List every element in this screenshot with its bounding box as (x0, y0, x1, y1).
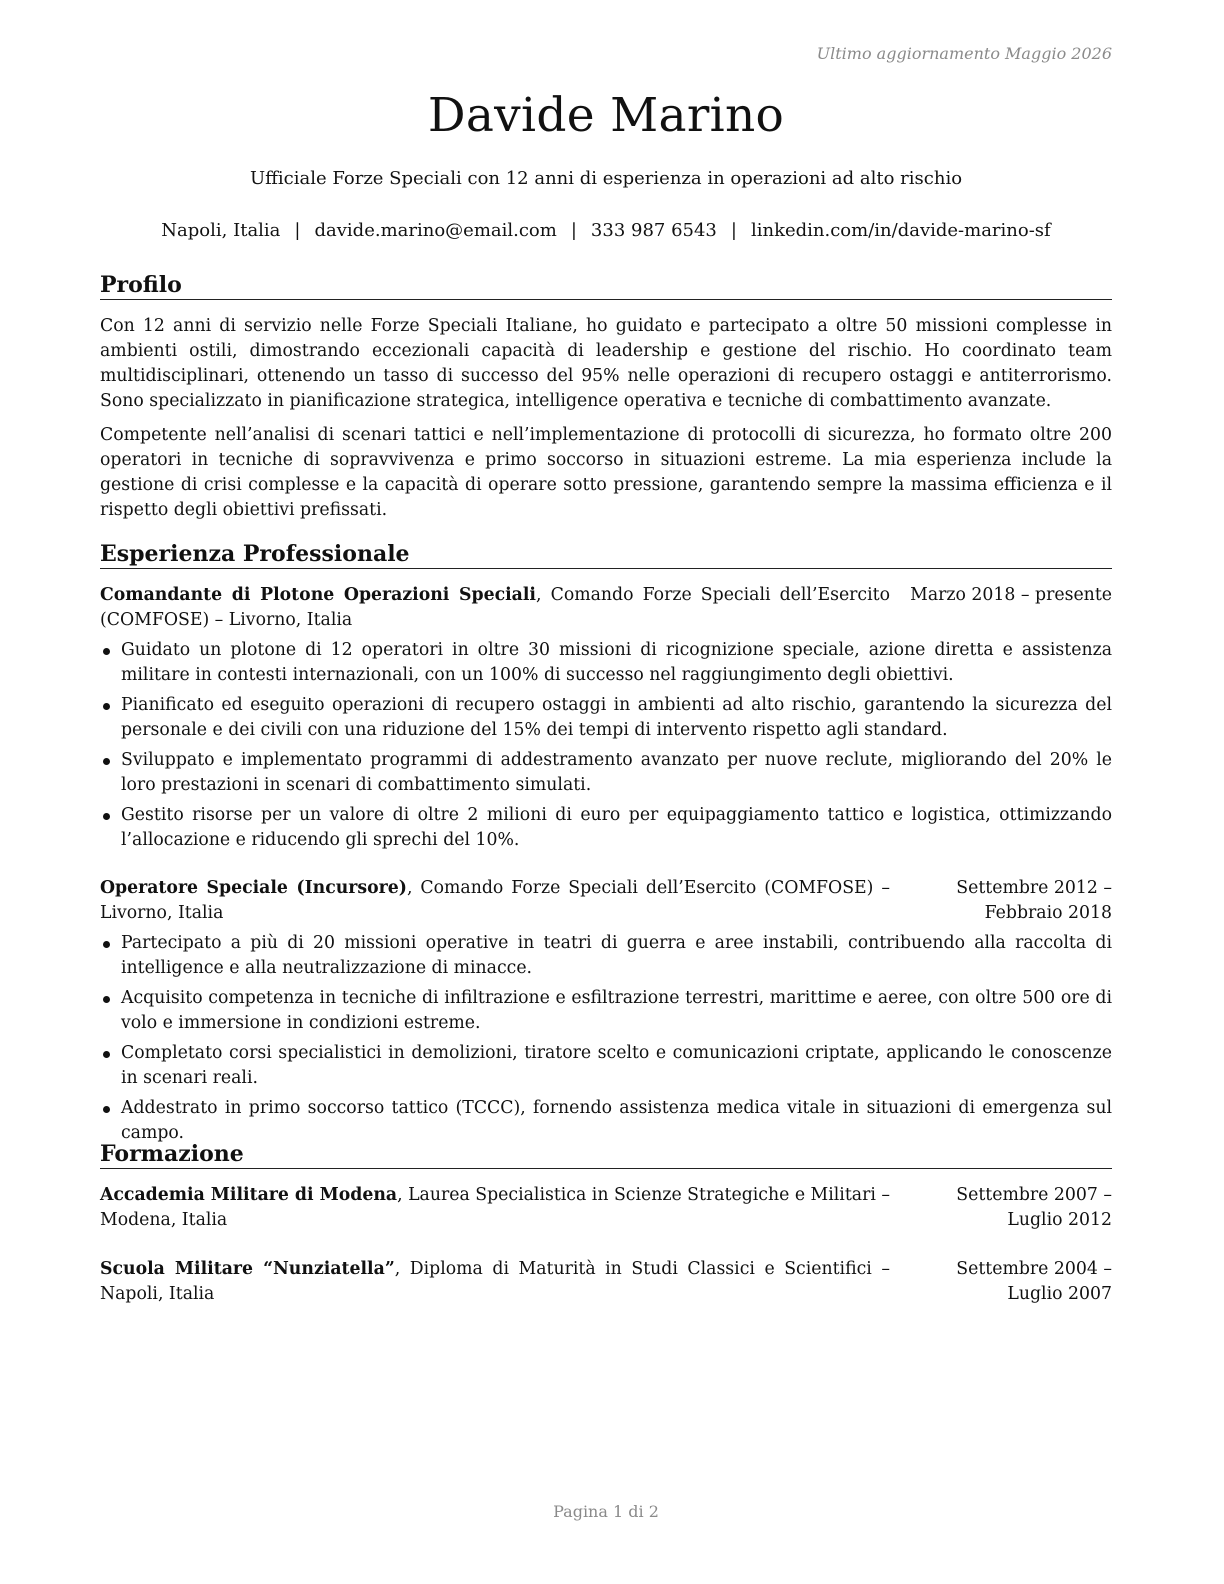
list-item: Addestrato in primo soccorso tattico (TCCC), fornendo assistenza medica vitale in situazioni di emergenza sul campo. (100, 1096, 1112, 1146)
education-school-line (100, 1257, 890, 1307)
education-dates: Settembre 2004 – Luglio 2007 (956, 1259, 1112, 1304)
list-item: Pianificato ed eseguito operazioni di recupero ostaggi in ambienti ad alto rischio, garantendo la sicurezza del personale e dei civili con una riduzione del 15% dei tempi di intervento rispetto agli standard. (100, 693, 1112, 743)
education-detail: , Diploma di Maturità in Studi Classici e Scientifici – Napoli, Italia (100, 1259, 890, 1304)
profile-paragraph-2: Competente nell’analisi di scenari tattici e nell’implementazione di protocolli di sicurezza, ho formato oltre 200 operatori in tecniche di sopravvivenza e primo soccorso in situazioni estreme. La mia esperienza include la gestione di crisi complesse e la capacità di operare sotto pressione, garantendo sempre la massima efficienza e il rispetto degli obiettivi prefissati. (100, 425, 1112, 520)
education-school-line (100, 1183, 890, 1233)
contact-linkedin[interactable]: linkedin.com/in/davide-marino-sf (750, 220, 1051, 241)
experience-org: , Comando Forze Speciali dell’Esercito (COMFOSE) – Livorno, Italia (100, 585, 890, 630)
experience-role: Comandante di Plotone Operazioni Speciali (100, 585, 536, 605)
list-item: Partecipato a più di 20 missioni operative in teatri di guerra e aree instabili, contribuendo alla raccolta di intelligence e alla neutralizzazione di minacce. (100, 931, 1112, 981)
education-entry-header (100, 1257, 1112, 1307)
education-entry-header (100, 1183, 1112, 1233)
experience-role: Operatore Speciale (Incursore) (100, 878, 407, 898)
list-item: Acquisito competenza in tecniche di infiltrazione e esfiltrazione terrestri, marittime e aeree, con oltre 500 ore di volo e immersione in condizioni estreme. (100, 986, 1112, 1036)
experience-org-line (100, 583, 890, 633)
contact-separator: | (730, 220, 737, 241)
experience-entry-header (100, 876, 1112, 926)
contact-separator: | (294, 220, 301, 241)
list-item: Gestito risorse per un valore di oltre 2 milioni di euro per equipaggiamento tattico e logistica, ottimizzando l’allocazione e riducendo gli sprechi del 10%. (100, 803, 1112, 853)
profile-paragraph-1: Con 12 anni di servizio nelle Forze Speciali Italiane, ho guidato e partecipato a oltre 50 missioni complesse in ambienti ostili, dimostrando eccezionali capacità di leadership e gestione del rischio. Ho coordinato team multidisciplinari, ottenendo un tasso di successo del 95% nelle operazioni di recupero ostaggi e antiterrorismo. Sono specializzato in pianificazione strategica, intelligence operativa e tecniche di combattimento avanzate. (100, 316, 1112, 411)
education-detail: , Laurea Specialistica in Scienze Strategiche e Militari – Modena, Italia (100, 1185, 890, 1230)
list-item: Guidato un plotone di 12 operatori in oltre 30 missioni di ricognizione speciale, azione diretta e assistenza militare in contesti internazionali, con un 100% di successo nel raggiungimento degli obiettivi. (100, 638, 1112, 688)
section-title-experience: Esperienza Professionale (100, 540, 1112, 569)
education-dates: Settembre 2007 – Luglio 2012 (956, 1185, 1112, 1230)
experience-dates: Settembre 2012 – Febbraio 2018 (956, 878, 1112, 923)
last-updated-note: Ultimo aggiornamento Maggio 2026 (816, 44, 1112, 63)
contact-phone: 333 987 6543 (590, 220, 717, 241)
education-school: Accademia Militare di Modena (100, 1185, 398, 1205)
experience-entry-header (100, 583, 1112, 633)
contact-separator: | (570, 220, 577, 241)
section-title-education: Formazione (100, 1140, 1112, 1169)
contact-location: Napoli, Italia (161, 220, 281, 241)
education-school: Scuola Militare “Nunziatella” (100, 1259, 395, 1279)
headline: Ufficiale Forze Speciali con 12 anni di esperienza in operazioni ad alto rischio (249, 168, 963, 189)
experience-bullets (100, 638, 1112, 858)
list-item: Sviluppato e implementato programmi di addestramento avanzato per nuove reclute, migliorando del 20% le loro prestazioni in scenari di combattimento simulati. (100, 748, 1112, 798)
experience-bullets (100, 931, 1112, 1151)
contact-email[interactable]: davide.marino@email.com (314, 220, 557, 241)
experience-org: , Comando Forze Speciali dell’Esercito (COMFOSE) – Livorno, Italia (100, 878, 890, 923)
candidate-name: Davide Marino (427, 88, 785, 143)
experience-dates: Marzo 2018 – presente (910, 585, 1112, 605)
list-item: Completato corsi specialistici in demolizioni, tiratore scelto e comunicazioni criptate, applicando le conoscenze in scenari reali. (100, 1041, 1112, 1091)
experience-org-line (100, 876, 890, 926)
contact-line (100, 220, 1112, 241)
page-number: Pagina 1 di 2 (553, 1502, 659, 1521)
section-title-profile: Profilo (100, 271, 1112, 300)
